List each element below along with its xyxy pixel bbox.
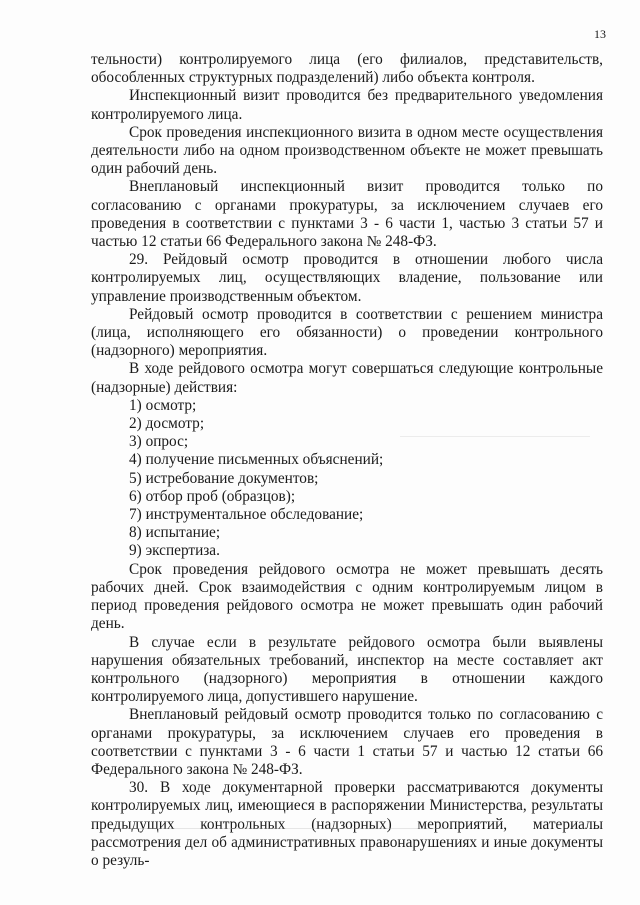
page-number: 13: [594, 27, 606, 41]
paragraph-inspection-notice: Инспекционный визит проводится без предварительного уведомления контролируемого лица.: [91, 87, 603, 123]
scan-artifact: [400, 436, 590, 437]
paragraph-raid-actions-intro: В ходе рейдового осмотра могут совершаться следующие контрольные (надзорные) действия:: [91, 360, 603, 396]
list-item: 8) испытание;: [129, 524, 221, 542]
list-item: 9) экспертиза.: [129, 542, 220, 560]
control-actions-list: [91, 397, 603, 561]
document-body: [91, 51, 603, 870]
list-item: 7) инструментальное обследование;: [129, 506, 364, 524]
list-item: 2) досмотр;: [129, 415, 205, 433]
list-item: 6) отбор проб (образцов);: [129, 487, 296, 505]
paragraph-inspection-duration: Срок проведения инспекционного визита в одном месте осуществления деятельности либо на одном производственном объекте не может превышать один рабочий день.: [91, 123, 603, 178]
paragraph-unscheduled-raid: Внеплановый рейдовый осмотр проводится только по согласованию с органами прокуратуры, за исключением случаев его проведения в соответствии с пунктами 3 - 6 части 1 статьи 57 и частью 12 статьи 66 Федерального закона № 248-ФЗ.: [91, 706, 603, 778]
list-item: 1) осмотр;: [129, 396, 197, 414]
paragraph-continuation: тельности) контролируемого лица (его филиалов, представительств, обособленных структурных подразделений) либо объекта контроля.: [91, 51, 603, 87]
list-item: 4) получение письменных объяснений;: [129, 451, 384, 469]
paragraph-raid-duration: Срок проведения рейдового осмотра не может превышать десять рабочих дней. Срок взаимодействия с одним контролируемым лицом в период проведения рейдового осмотра не может превышать один рабочий день.: [91, 560, 603, 633]
paragraph-clause-30: 30. В ходе документарной проверки рассматриваются документы контролируемых лиц, имеющиеся в распоряжении Министерства, результаты предыдущих контрольных (надзорных) мероприятий, материалы рассмотрения дел об административных правонарушениях и иные документы о резуль-: [91, 779, 603, 869]
paragraph-clause-29: 29. Рейдовый осмотр проводится в отношении любого числа контролируемых лиц, осуществляющих владение, пользование или управление производственным объектом.: [91, 251, 603, 305]
list-item: 5) истребование документов;: [129, 469, 319, 487]
paragraph-unscheduled-inspection: Внеплановый инспекционный визит проводится только по согласованию с органами прокуратуры, за исключением случаев его проведения в соответствии с пунктами 3 - 6 части 1, частью 3 статьи 57 и частью 12 статьи 66 Федерального закона № 248-ФЗ.: [91, 178, 603, 251]
paragraph-raid-violations: В случае если в результате рейдового осмотра были выявлены нарушения обязательных требований, инспектор на месте составляет акт контрольного (надзорного) мероприятия в отношении каждого контролируемого лица, допустившего нарушение.: [91, 633, 603, 706]
scan-artifact: [120, 828, 450, 829]
paragraph-raid-decision: Рейдовый осмотр проводится в соответствии с решением министра (лица, исполняющего его обязанности) о проведении контрольного (надзорного) мероприятия.: [91, 305, 603, 360]
list-item: 3) опрос;: [129, 433, 189, 451]
